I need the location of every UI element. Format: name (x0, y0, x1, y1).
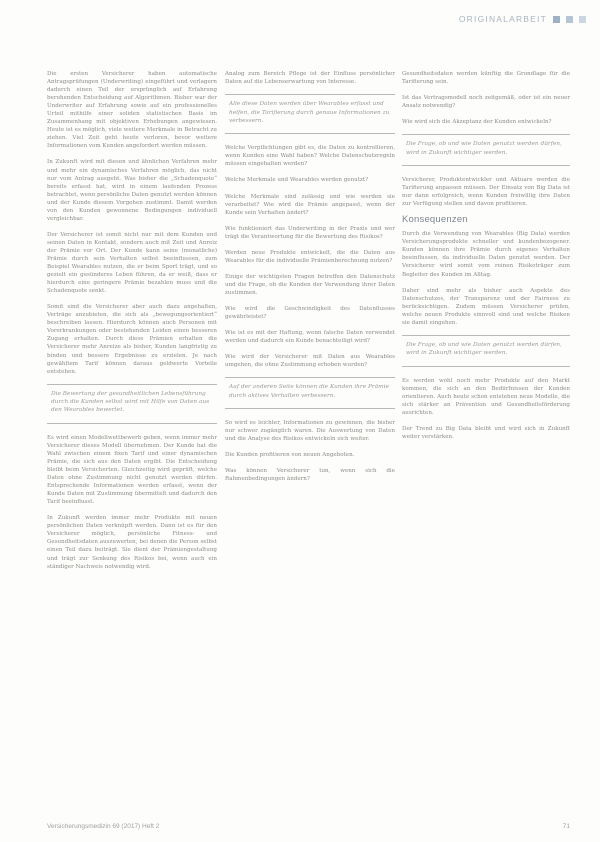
paragraph: So wird es leichter, Informationen zu gewinnen, die bisher nur schwer zugänglich waren. Die Auswertung von Daten und die Analyse des Risikos entwickeln sich weiter. (225, 420, 395, 443)
column-left (47, 70, 217, 579)
paragraph: Es werden wohl noch mehr Produkte auf den Markt kommen, die sich an den Bedürfnissen der Kunden orientieren. Auch heute schon entstehen neue Modelle, die sich stärker an Prävention und Gesundheitsförderung ausrichten. (402, 377, 570, 416)
paragraph: Versicherer, Produktentwickler und Aktuare werden die Tarifierung anpassen müssen. Der Einsatz von Big Data ist nur dann erfolgreich, wenn Kunden freiwillig ihre Daten zur Verfügung stellen und davon profitieren. (402, 177, 570, 208)
pull-quote-text: Die Frage, ob und wie Daten genutzt werden dürfen, wird in Zukunft wichtiger werden. (406, 141, 562, 156)
column-middle (225, 70, 395, 491)
paragraph: Wie ist es mit der Haftung, wenn falsche Daten verwendet werden und dadurch ein Kunde benachteiligt wird? (225, 330, 395, 345)
paragraph: Wie wird die Geschwindigkeit des Datenflusses gewährleistet? (225, 305, 395, 321)
paragraph: Die Kunden profitieren von neuen Angeboten. (225, 452, 355, 459)
paragraph: Ist das Vertragsmodell noch zeitgemäß, oder ist ein neuer Ansatz notwendig? (402, 95, 570, 110)
paragraph: Es wird einen Modellwettbewerb geben, wenn immer mehr Versicherer dieses Modell übernehmen. Der Kunde hat die Wahl zwischen einem fixen Tarif und einer dynamischen Prämie, die sich aus den Daten ergibt. Die Entscheidung bleibt beim Versicherten. Gleichzeitig wird geprüft, welche Daten ohne Zustimmung nicht genutzt werden dürfen. Entsprechende Informationen werden erfasst, wenn der Kunde Daten mit Zustimmung übermittelt und dadurch den Tarif beeinflusst. (47, 434, 217, 506)
page-header (459, 14, 586, 24)
paragraph: Daher sind mehr als bisher auch Aspekte des Datenschutzes, der Transparenz und der Fairness zu berücksichtigen. Zudem müssen Versicherer prüfen, welche neuen Produkte sinnvoll sind und welche Risiken sie damit eingehen. (402, 287, 570, 326)
page-number: 71 (562, 823, 570, 830)
pull-quote (225, 94, 395, 134)
paragraph: Analog zum Bereich Pflege ist der Einfluss persönlicher Daten auf die Lebenserwartung von Interesse. (225, 71, 395, 86)
paragraph: Einige der wichtigsten Fragen betreffen den Datenschutz und die Frage, ob die Kunden der Verwendung ihrer Daten zustimmen. (225, 273, 395, 296)
paragraph: In Zukunft werden immer mehr Produkte mit neuen persönlichen Daten verknüpft werden. Dann ist es für den Versicherer möglich, persönliche Fitness- und Gesundheitsdaten auszuwerten, bei denen die Person selbst einen Teil dazu beiträgt. Sie dient der Prämiengestaltung und trägt zur Senkung des Risikos bei, wenn auch ein ständiger Nachweis notwendig wird. (47, 515, 217, 570)
paragraph: Der Versicherer ist somit nicht nur mit dem Kunden und seinen Daten in Kontakt, sondern auch mit Zeit und Anreiz der Prämie vor Ort. Der Kunde kann seine (monatliche) Prämie durch sein Verhalten selbst beeinflussen, zum Beispiel Wearables nutzen, die er beim Sport trägt, und so gezielt ein gesünderes Leben führen, da er weiß, dass er hierdurch eine geringere Prämie bezahlen muss und die Schadenquote senkt. (47, 231, 217, 295)
paragraph: Welche Verpflichtungen gibt es, die Daten zu kontrollieren, wenn Kunden eine Wahl haben? Welche Datenschutzregeln müssen eingehalten werden? (225, 145, 395, 168)
paragraph: Werden neue Produkte entwickelt, die die Daten aus Wearables für die individuelle Prämienberechnung nutzen? (225, 249, 395, 264)
paragraph: Die ersten Versicherer haben automatische Antragsprüfungen (Underwriting) eingeführt und verlagern dadurch einen Teil der ursprünglich auf Erfahrung beruhenden Entscheidung auf Algorithmen. Bisher war der Underwriter auf Erfahrung sowie auf ein professionelles Urteil mithilfe einer soliden statistischen Basis im Zusammenhang mit objektiven Erhebungen angewiesen. Heute ist es möglich, viele weitere Merkmale in Betracht zu ziehen. Viel Zeit geht heute verloren, bevor weitere Informationen vom Kunden angefordert werden müssen. (47, 71, 217, 150)
pull-quote-text: Die Frage, ob und wie Daten genutzt werden dürfen, wird in Zukunft wichtiger werden. (406, 341, 562, 357)
header-square-2 (566, 16, 573, 23)
pull-quote-text: Auf der anderen Seite können die Kunden ihre Prämie durch aktives Verhalten verbessern. (229, 384, 389, 399)
paragraph: Welche Merkmale sind zulässig und wie werden sie verarbeitet? Wie wird die Prämie angepasst, wenn der Kunde sein Verhalten ändert? (225, 193, 395, 216)
paragraph: In Zukunft wird mit diesen und ähnlichen Verfahren mehr und mehr ein dynamisches Verfahren möglich, das nicht nur vom Antrag ausgeht. Was bisher die „Schadenquote“ bereits erfasst hat, wird in einem laufenden Prozess betrachtet, wenn persönliche Daten genutzt werden können und der Kunde diesem Vorgehen zustimmt. Damit werden von den Kunden gewonnene Bedingungen individuell vergleichbar. (47, 159, 217, 222)
pull-quote-text: Alle diese Daten werden über Wearables erfasst und helfen, die Tarifierung durch genaue Informationen zu verbessern. (229, 101, 390, 124)
divider (47, 384, 217, 385)
divider (225, 408, 395, 409)
paragraph: Der Trend zu Big Data bleibt und wird sich in Zukunft weiter verstärken. (402, 425, 570, 440)
divider (402, 366, 570, 367)
divider (225, 94, 395, 95)
pull-quote-text: Die Bewertung der gesundheitlichen Lebensführung durch die Kunden selbst wird mit Hilfe von Daten aus den Wearables bewertet. (51, 390, 210, 414)
paragraph: Durch die Verwendung von Wearables (Big Data) werden Versicherungsprodukte schneller und kundenbezogener. Kunden können ihre Prämie durch eigenes Verhalten beeinflussen, da individuelle Daten genutzt werden. Der Versicherer wird somit vom reinen Risikoträger zum Begleiter des Kunden im Alltag. (402, 231, 570, 278)
header-square-1 (553, 16, 560, 23)
paragraph: Wie wird der Versicherer mit Daten aus Wearables umgehen, die ohne Zustimmung erhoben wurden? (225, 354, 395, 369)
divider (225, 133, 395, 134)
pull-quote (402, 134, 570, 166)
pull-quote (402, 335, 570, 367)
divider (225, 377, 395, 378)
paragraph: Welche Merkmale und Wearables werden genutzt? (225, 177, 369, 184)
pull-quote (47, 384, 217, 424)
divider (402, 335, 570, 336)
pull-quote (225, 377, 395, 409)
paragraph: Wie funktioniert das Underwriting in der Praxis und wer trägt die Verantwortung für die Bewertung des Risikos? (225, 225, 395, 240)
divider (402, 134, 570, 135)
divider (47, 423, 217, 424)
header-square-3 (579, 16, 586, 23)
column-right (402, 70, 570, 449)
divider (402, 165, 570, 166)
section-heading: Konsequenzen (402, 214, 468, 226)
paragraph: Was können Versicherer tun, wenn sich die Rahmenbedingungen ändern? (225, 468, 395, 483)
section-label: ORIGINALARBEIT (458, 14, 547, 24)
paragraph: Wie wird sich die Akzeptanz der Kunden entwickeln? (402, 119, 552, 126)
paragraph: Gesundheitsdaten werden künftig die Grundlage für die Tarifierung sein. (402, 71, 570, 86)
paragraph: Somit sind die Versicherer aber auch dazu angehalten, Verträge anzubieten, die sich als „bewegungsorientiert“ beschreiben lassen. Hierdurch können auch Personen mit Vorerkrankungen oder bestehenden Leiden einen besseren Zugang erhalten. Durch diese Prämien erhalten die Versicherer mehr Anreize als bisher, Kunden langfristig zu binden und bessere Ergebnisse zu erzielen. Je nach gewähltem Tarif können daraus geldwerte Vorteile entstehen. (47, 304, 217, 375)
journal-citation: Versicherungsmedizin 69 (2017) Heft 2 (47, 823, 160, 830)
